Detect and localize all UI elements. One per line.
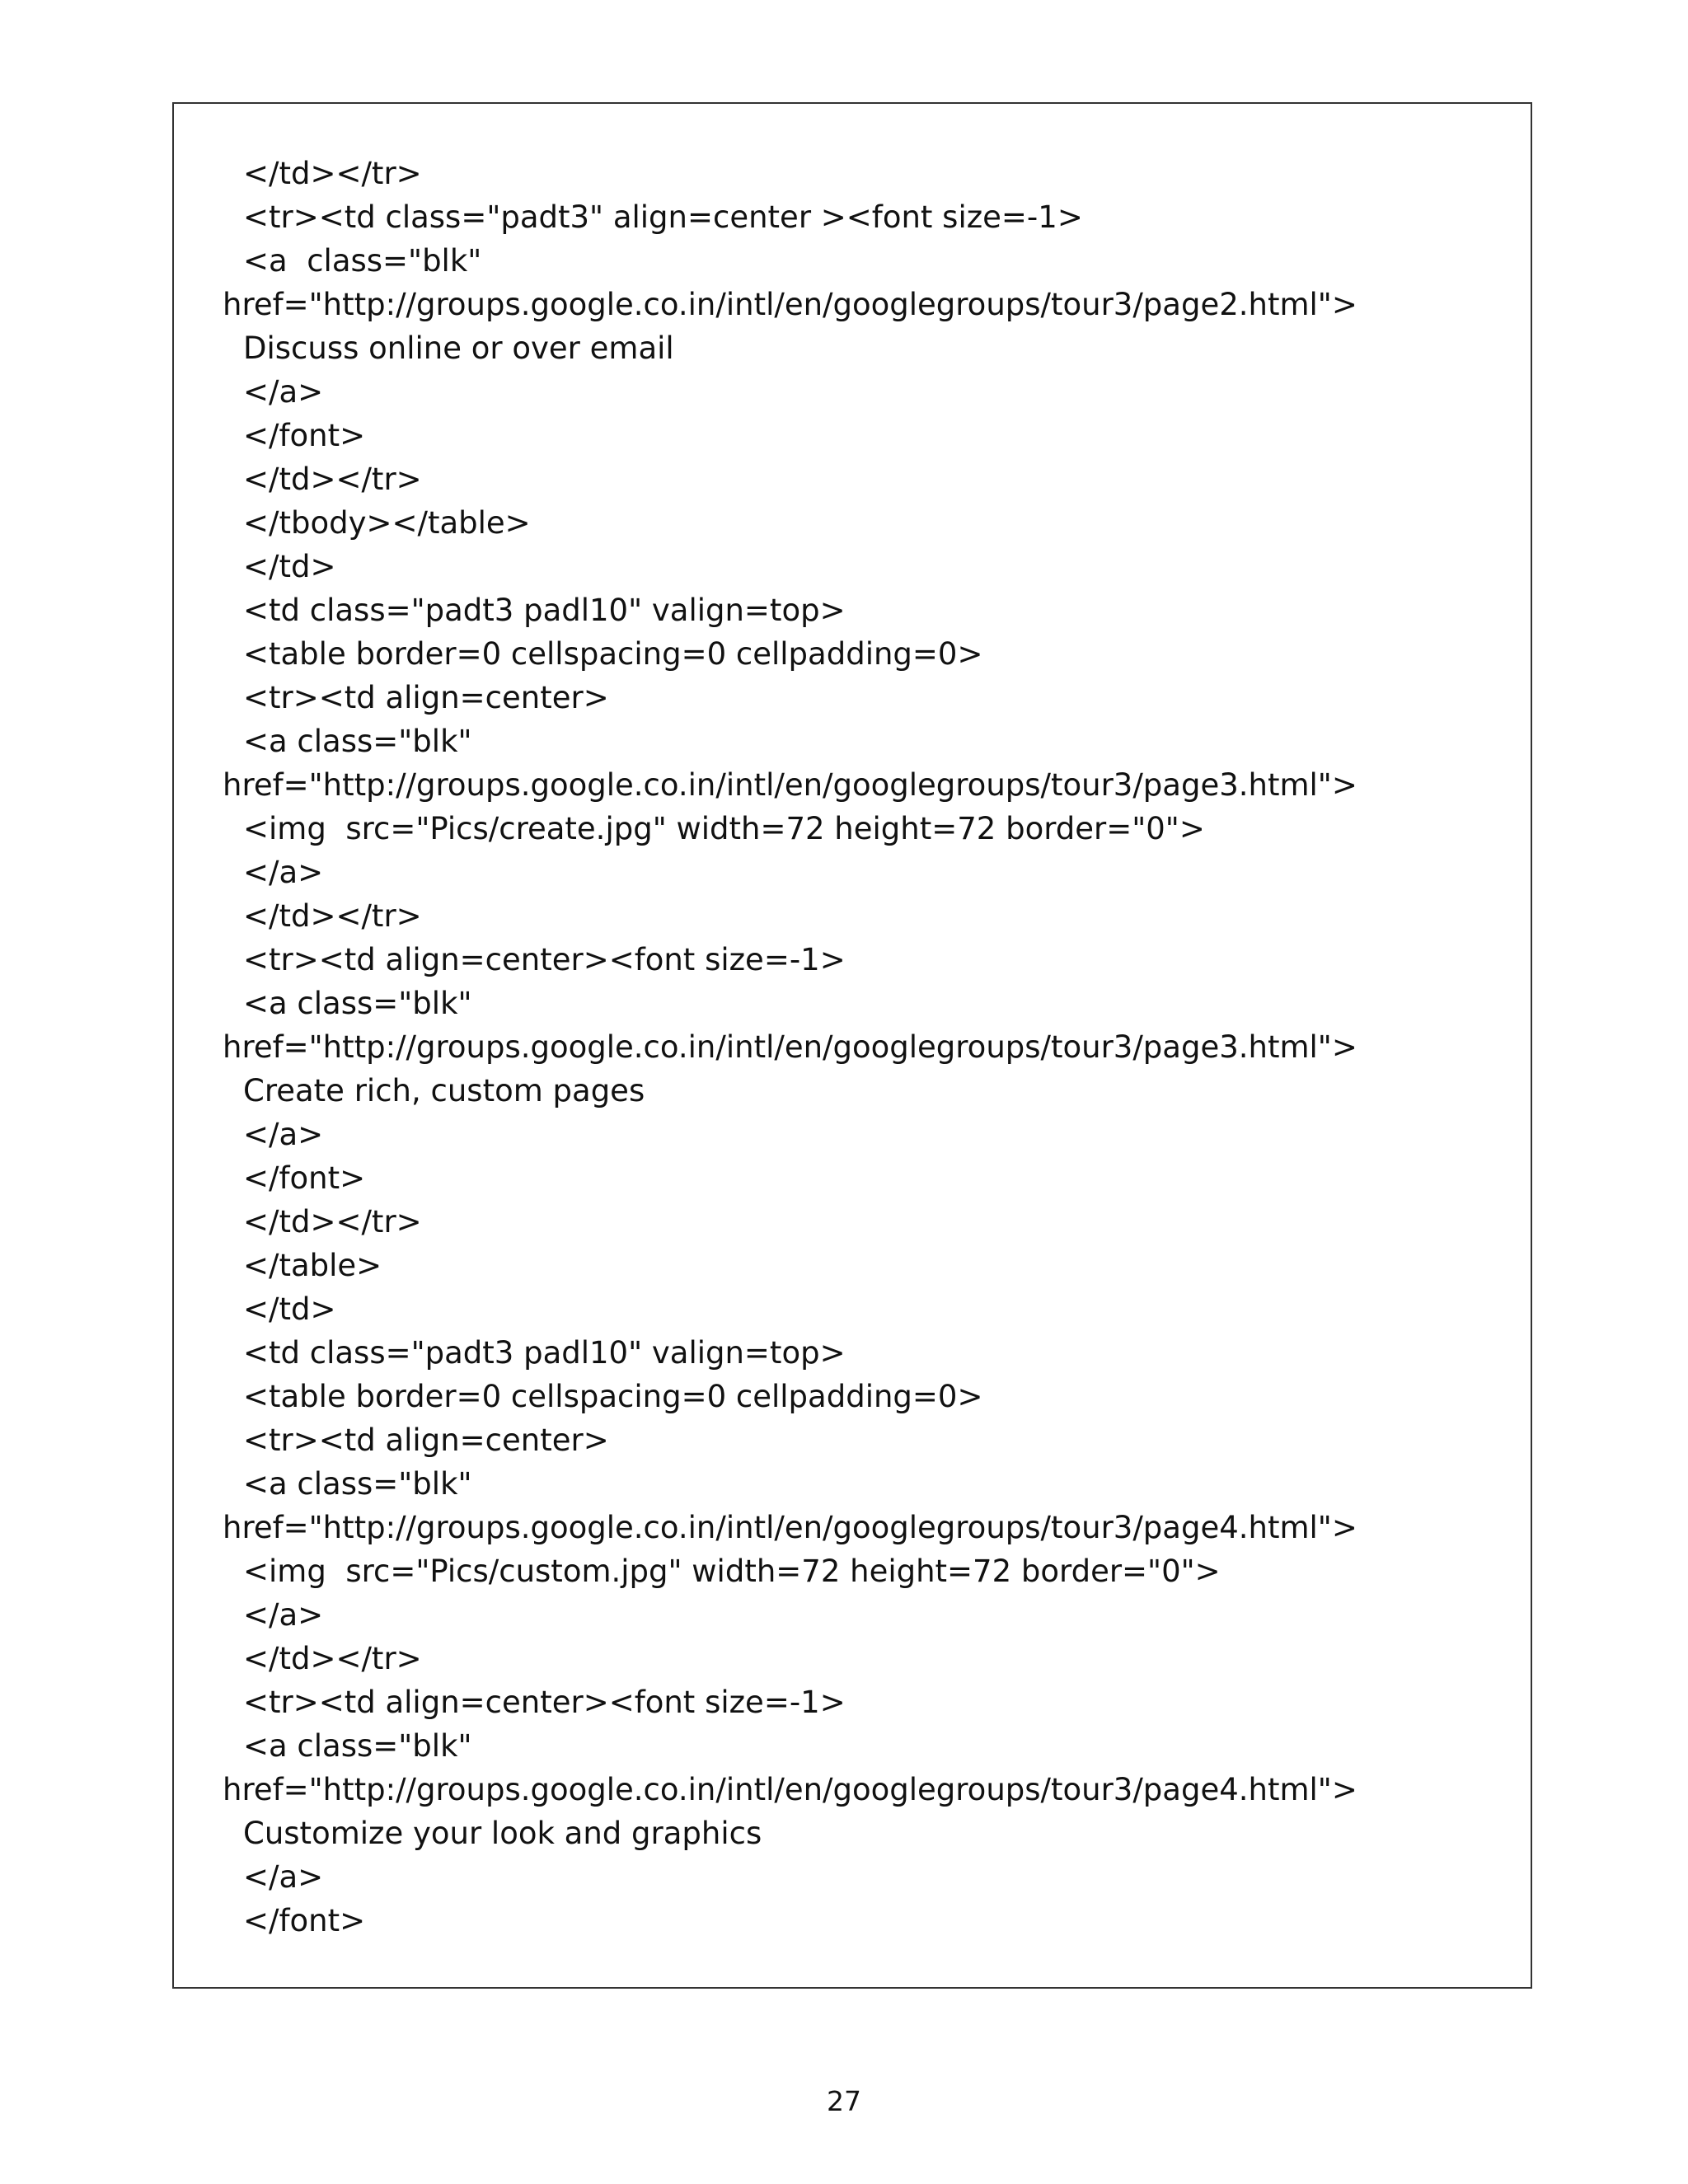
code-line: href="http://groups.google.co.in/intl/en/googlegroups/tour3/page3.html"> [223,767,1357,803]
code-line: <a class="blk" [243,1728,472,1764]
code-line: Customize your look and graphics [243,1816,762,1851]
code-line: </a> [243,1597,324,1633]
code-lines [174,152,1531,1943]
code-line: <img src="Pics/create.jpg" width=72 height=72 border="0"> [243,811,1205,846]
code-line: <a class="blk" [243,986,472,1021]
page-number: 27 [827,2085,861,2117]
code-line: <img src="Pics/custom.jpg" width=72 height=72 border="0"> [243,1554,1221,1589]
code-line: </font> [243,1903,366,1938]
code-line: href="http://groups.google.co.in/intl/en/googlegroups/tour3/page3.html"> [223,1029,1357,1065]
code-line: <table border=0 cellspacing=0 cellpadding=0> [243,1379,983,1414]
code-line: </td></tr> [243,462,422,497]
code-line: </a> [243,1117,324,1152]
code-line: <tr><td align=center><font size=-1> [243,1685,846,1720]
code-line: <a class="blk" [243,243,482,279]
code-line: </td> [243,549,336,584]
code-line: <tr><td class="padt3" align=center ><font size=-1> [243,199,1083,235]
code-line: </td></tr> [243,156,422,191]
code-line: <table border=0 cellspacing=0 cellpadding=0> [243,636,983,672]
code-line: href="http://groups.google.co.in/intl/en/googlegroups/tour3/page4.html"> [223,1772,1357,1807]
code-line: <tr><td align=center><font size=-1> [243,942,846,977]
code-line: </a> [243,855,324,890]
code-line: href="http://groups.google.co.in/intl/en/googlegroups/tour3/page2.html"> [223,287,1357,322]
code-line: Discuss online or over email [243,330,674,366]
code-line: href="http://groups.google.co.in/intl/en/googlegroups/tour3/page4.html"> [223,1510,1357,1545]
code-line: <a class="blk" [243,724,472,759]
code-line: <tr><td align=center> [243,1422,609,1458]
code-line: </table> [243,1248,382,1283]
code-line: <td class="padt3 padl10" valign=top> [243,1335,846,1371]
code-line: <td class="padt3 padl10" valign=top> [243,593,846,628]
code-line: </tbody></table> [243,505,531,541]
code-line: </font> [243,1160,366,1196]
code-line: </a> [243,1859,324,1895]
code-line: </td></tr> [243,1204,422,1240]
code-line: Create rich, custom pages [243,1073,645,1108]
code-line: </td> [243,1291,336,1327]
code-line: <tr><td align=center> [243,680,609,715]
code-line: <a class="blk" [243,1466,472,1502]
code-line: </td></tr> [243,1641,422,1676]
code-listing-box [172,102,1532,1989]
code-line: </td></tr> [243,898,422,934]
code-line: </a> [243,374,324,410]
code-line: </font> [243,418,366,453]
